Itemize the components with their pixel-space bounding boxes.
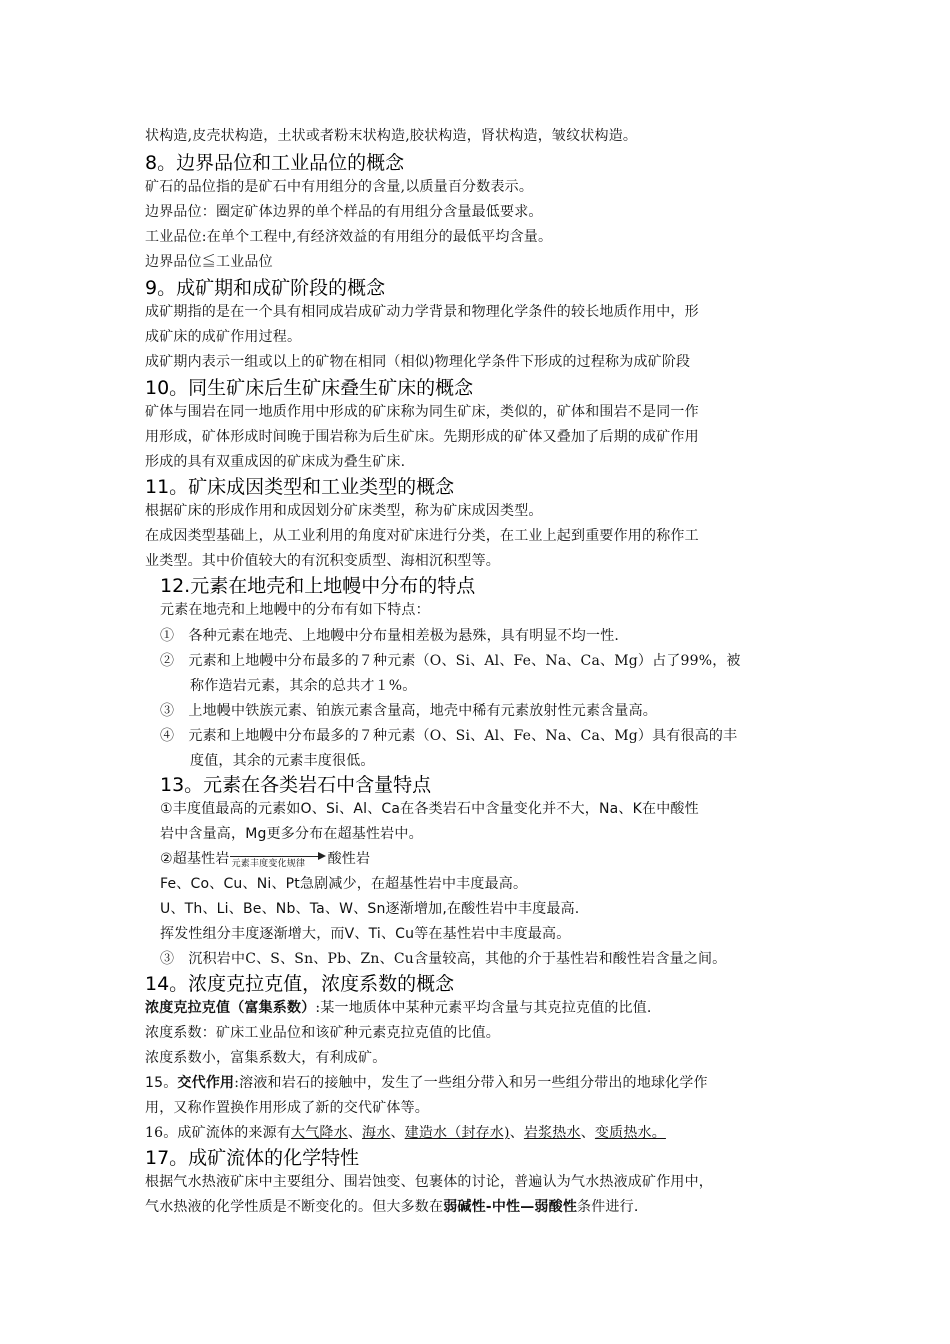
- definition-text: :某一地质体中某种元素平均含量与其克拉克值的比值.: [315, 1000, 652, 1016]
- text-line: 用，又称作置换作用形成了新的交代矿体等。: [145, 1100, 429, 1116]
- list-item: ③ 上地幔中铁族元素、铂族元素含量高，地壳中稀有元素放射性元素含量高。: [160, 703, 657, 719]
- text-line: 工业品位:在单个工程中,有经济效益的有用组分的最低平均含量。: [145, 229, 553, 245]
- text-line: 边界品位：圈定矿体边界的单个样品的有用组分含量最低要求。: [145, 204, 543, 220]
- arrow-right-icon: [318, 852, 326, 860]
- text-line: 浓度系数小，富集系数大，有利成矿。: [145, 1050, 387, 1066]
- text-line: 元素在地壳和上地幔中的分布有如下特点：: [160, 602, 430, 618]
- emphasis-bold: 弱碱性-中性—弱酸性: [443, 1199, 578, 1215]
- source-term: 大气降水: [291, 1125, 348, 1141]
- section-heading-11: 11。矿床成因类型和工业类型的概念: [145, 476, 455, 498]
- text-line: 在成因类型基础上，从工业利用的角度对矿床进行分类，在工业上起到重要作用的称作工: [145, 528, 699, 544]
- text-fragment: 气水热液的化学性质是不断变化的。但大多数在: [145, 1199, 444, 1215]
- section-heading-9: 9。成矿期和成矿阶段的概念: [145, 277, 386, 299]
- section-heading-12: 12.元素在地壳和上地幔中分布的特点: [160, 575, 476, 597]
- separator: 、: [347, 1125, 363, 1141]
- text-line: 岩中含量高，Mg更多分布在超基性岩中。: [160, 826, 423, 842]
- text-line: 成矿期内表示一组或以上的矿物在相同（相似)物理化学条件下形成的过程称为成矿阶段: [145, 354, 691, 370]
- section-heading-10: 10。同生矿床后生矿床叠生矿床的概念: [145, 377, 474, 399]
- text-line: ①丰度值最高的元素如O、Si、Al、Ca在各类岩石中含量变化并不大，Na、K在中酸性: [160, 801, 699, 817]
- text-line: [145, 1073, 708, 1093]
- text-line: 矿石的品位指的是矿石中有用组分的含量,以质量百分数表示。: [145, 179, 534, 195]
- item-prefix: 16。成矿流体的来源有: [145, 1125, 292, 1141]
- term-bold: 浓度克拉克值（富集系数）: [145, 1000, 316, 1016]
- text-line: 边界品位≦工业品位: [145, 254, 273, 270]
- text-line: 根据矿床的形成作用和成因划分矿床类型，称为矿床成因类型。: [145, 503, 543, 519]
- list-item: ④ 元素和上地幔中分布最多的７种元素（O、Si、Al、Fe、Na、Ca、Mg）具有很高的丰: [160, 728, 738, 744]
- source-term: 海水: [362, 1125, 391, 1141]
- list-item: ② 元素和上地幔中分布最多的７种元素（O、Si、Al、Fe、Na、Ca、Mg）占了99%，被: [160, 653, 741, 669]
- text-line: 业类型。其中价值较大的有沉积变质型、海相沉积型等。: [145, 553, 500, 569]
- text-line: 状构造,皮壳状构造，土状或者粉末状构造,胶状构造，肾状构造，皱纹状构造。: [145, 128, 638, 144]
- source-term: 变质热水。: [594, 1125, 666, 1141]
- section-heading-13: 13。元素在各类岩石中含量特点: [160, 774, 432, 796]
- item-number: 15。: [145, 1075, 178, 1091]
- abundance-trend-line: [160, 849, 370, 869]
- text-line: Fe、Co、Cu、Ni、Pt急剧减少，在超基性岩中丰度最高。: [160, 876, 528, 892]
- text-line: 成矿期指的是在一个具有相同成岩成矿动力学背景和物理化学条件的较长地质作用中，形: [145, 304, 699, 320]
- section-heading-8: 8。边界品位和工业品位的概念: [145, 152, 405, 174]
- arrow-label: 元素丰度变化规律: [231, 859, 306, 869]
- text-line: [145, 998, 652, 1018]
- section-heading-14: 14。浓度克拉克值，浓度系数的概念: [145, 973, 455, 995]
- list-item-continuation: 称作造岩元素，其余的总共才１%。: [190, 678, 417, 694]
- definition-text: :溶液和岩石的接触中，发生了一些组分带入和另一些组分带出的地球化学作: [234, 1075, 708, 1091]
- text-line: U、Th、Li、Be、Nb、Ta、W、Sn逐渐增加,在酸性岩中丰度最高.: [160, 901, 580, 917]
- separator: 、: [509, 1125, 524, 1141]
- separator: 、: [390, 1125, 405, 1141]
- separator: 、: [580, 1125, 595, 1141]
- term-bold: 交代作用: [177, 1075, 235, 1091]
- ultrabasic-label: ②超基性岩: [160, 851, 230, 867]
- text-line: 根据气水热液矿床中主要组分、围岩蚀变、包裹体的讨论，普遍认为气水热液成矿作用中，: [145, 1174, 713, 1190]
- text-line: 浓度系数：矿床工业品位和该矿种元素克拉克值的比值。: [145, 1025, 500, 1041]
- list-item-continuation: 度值，其余的元素丰度很低。: [190, 753, 375, 769]
- source-term: 岩浆热水: [523, 1125, 581, 1141]
- acidic-label: 酸性岩: [327, 851, 371, 867]
- text-line: 挥发性组分丰度逐渐增大，而V、Ti、Cu等在基性岩中丰度最高。: [160, 926, 571, 942]
- text-line: 矿体与围岩在同一地质作用中形成的矿床称为同生矿床，类似的，矿体和围岩不是同一作: [145, 404, 699, 420]
- text-line: 成矿床的成矿作用过程。: [145, 329, 302, 345]
- text-line: [145, 1123, 666, 1143]
- list-item: ③ 沉积岩中C、S、Sn、Pb、Zn、Cu含量较高，其他的介于基性岩和酸性岩含量之间。: [160, 951, 727, 967]
- text-fragment: 条件进行.: [577, 1199, 639, 1215]
- list-item: ① 各种元素在地壳、上地幔中分布量相差极为悬殊，具有明显不均一性.: [160, 628, 620, 644]
- trend-arrow: [230, 849, 328, 869]
- section-heading-17: 17。成矿流体的化学特性: [145, 1147, 360, 1169]
- text-line: [145, 1197, 638, 1217]
- text-line: 形成的具有双重成因的矿床成为叠生矿床.: [145, 454, 406, 470]
- source-term: 建造水（封存水): [404, 1125, 510, 1141]
- text-line: 用形成，矿体形成时间晚于围岩称为后生矿床。先期形成的矿体又叠加了后期的成矿作用: [145, 429, 699, 445]
